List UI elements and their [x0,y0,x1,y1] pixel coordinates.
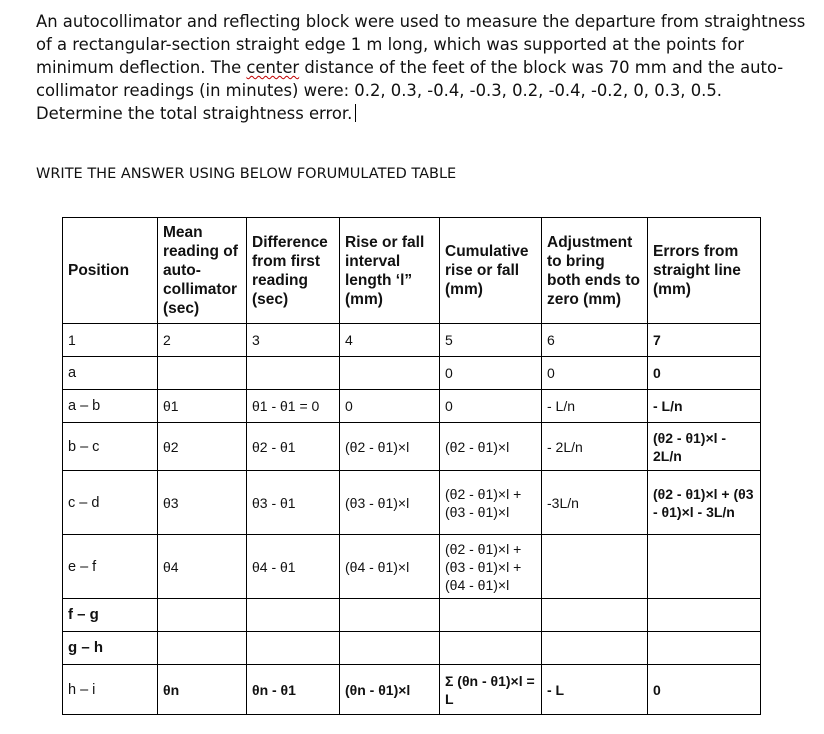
table-cell: (θ2 - θ1)×l - 2L/n [648,423,761,471]
table-cell [440,632,542,665]
table-cell: -3L/n [542,471,648,535]
table-row [63,535,761,599]
table-row [63,665,761,715]
table-row [63,324,761,357]
table-cell [542,535,648,599]
table-cell: θ1 [158,390,247,423]
table-cell [247,357,340,390]
table-cell: 4 [340,324,440,357]
spellcheck-flagged-word[interactable]: center [246,58,300,77]
table-cell: c – d [63,471,158,535]
table-cell: 5 [440,324,542,357]
table-cell [340,599,440,632]
header-cumulative: Cumulative rise or fall (mm) [440,218,542,324]
table-cell [247,632,340,665]
table-cell: 0 [440,390,542,423]
text-cursor [355,104,356,122]
table-cell: 2 [158,324,247,357]
table-cell: θ4 [158,535,247,599]
table-row [63,599,761,632]
table-cell: h – i [63,665,158,715]
table-cell: 0 [648,665,761,715]
straightness-table [62,217,761,715]
table-cell [440,599,542,632]
table-cell: θ4 - θ1 [247,535,340,599]
table-cell: θ2 - θ1 [247,423,340,471]
table-cell: - L/n [542,390,648,423]
question-part-1: An autocollimator and reflecting block were used to measure the departure from straightness of a rectangular-section straight edge 1 m long, which was supported at the points for minimum deflection. The [36,12,806,77]
table-cell: 6 [542,324,648,357]
table-cell [158,599,247,632]
table-cell: θ3 - θ1 [247,471,340,535]
table-cell: (θ2 - θ1)×l + (θ3 - θ1)×l [440,471,542,535]
question-part-2: distance of the feet of the block was 70 mm and the auto-collimator readings (in minutes) were: 0.2, 0.3, -0.4, -0.3, 0.2, -0.4, -0.2, 0, 0.3, 0.5. Determine the total straightness error. [36,58,784,123]
table-cell: θ2 [158,423,247,471]
table-cell [247,599,340,632]
question-text[interactable] [36,10,808,125]
table-cell: e – f [63,535,158,599]
table-cell: (θ2 - θ1)×l + (θ3 - θ1)×l - 3L/n [648,471,761,535]
table-cell: (θ2 - θ1)×l + (θ3 - θ1)×l + (θ4 - θ1)×l [440,535,542,599]
table-cell: 0 [440,357,542,390]
instruction-text: WRITE THE ANSWER USING BELOW FORUMULATED TABLE [36,166,457,182]
table-cell: 0 [648,357,761,390]
table-row [63,390,761,423]
table-row [63,423,761,471]
header-difference: Difference from first reading (sec) [247,218,340,324]
table-cell: f – g [63,599,158,632]
table-cell: g – h [63,632,158,665]
table-cell: θ1 - θ1 = 0 [247,390,340,423]
table-cell: (θ2 - θ1)×l [340,423,440,471]
header-position: Position [63,218,158,324]
table-cell [648,599,761,632]
header-errors: Errors from straight line (mm) [648,218,761,324]
table-cell: 7 [648,324,761,357]
table-cell: θn [158,665,247,715]
table-cell: b – c [63,423,158,471]
table-cell: θ3 [158,471,247,535]
table-cell: 0 [542,357,648,390]
table-cell [158,632,247,665]
table-cell [158,357,247,390]
data-table [62,217,761,715]
table-cell: a [63,357,158,390]
table-cell: - L [542,665,648,715]
table-cell: 1 [63,324,158,357]
table-cell: - L/n [648,390,761,423]
table-cell: (θ2 - θ1)×l [440,423,542,471]
table-cell: θn - θ1 [247,665,340,715]
header-rise-fall: Rise or fall interval length ‘l” (mm) [340,218,440,324]
header-adjustment: Adjustment to bring both ends to zero (mm) [542,218,648,324]
table-cell: 3 [247,324,340,357]
table-cell: a – b [63,390,158,423]
table-cell: (θn - θ1)×l [340,665,440,715]
table-cell [648,535,761,599]
table-cell: (θ3 - θ1)×l [340,471,440,535]
table-row [63,357,761,390]
table-cell: - 2L/n [542,423,648,471]
table-cell [340,632,440,665]
table-cell: Σ (θn - θ1)×l = L [440,665,542,715]
header-row [63,218,761,324]
table-cell [542,632,648,665]
table-cell: (θ4 - θ1)×l [340,535,440,599]
table-cell [648,632,761,665]
table-row [63,471,761,535]
table-cell [340,357,440,390]
table-row [63,632,761,665]
header-mean-reading: Mean reading of auto-collimator (sec) [158,218,247,324]
table-cell [542,599,648,632]
table-cell: 0 [340,390,440,423]
